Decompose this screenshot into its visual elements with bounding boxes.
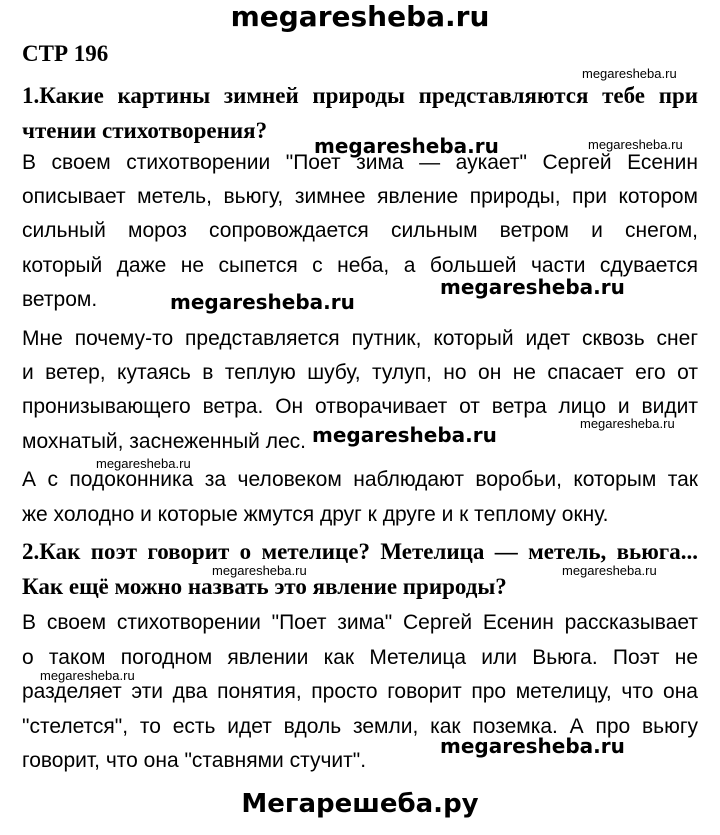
answer-1-line-2: описывает метель, вьюгу, зимнее явление природы, при котором [22,185,698,208]
answer-1-line-4: который даже не сыпется с неба, а большей части сдувается [22,254,698,277]
answer-1-line-3: сильный мороз сопровождается сильным ветром и снегом, [22,219,698,242]
watermark-small: megaresheba.ru [212,563,307,578]
answer-1-line-10: А с подоконника за человеком наблюдают воробьи, которым так [22,468,698,491]
watermark-large: megaresheba.ru [170,290,355,314]
answer-1-line-6: Мне почему-то представляется путник, который идет сквозь снег [22,327,698,350]
answer-1-line-5: ветром. [22,288,98,311]
answer-1-line-1: В своем стихотворении "Поет зима — аукает" Сергей Есенин [22,151,698,174]
question-1-line-1: 1.Какие картины зимней природы представляются тебе при [22,83,698,108]
answer-2-line-3: разделяет эти два понятия, просто говорит про метелицу, что она [22,680,698,703]
watermark-small: megaresheba.ru [582,66,677,81]
watermark-small: megaresheba.ru [40,668,135,683]
answer-2-line-5: говорит, что она "ставнями стучит". [22,749,367,772]
answer-1-line-7: и ветер, кутаясь в теплую шубу, тулуп, но он не спасает его от [22,361,698,384]
answer-1-line-8: пронизывающего ветра. Он отворачивает от ветра лицо и видит [22,395,698,418]
watermark-large: megaresheba.ru [440,275,625,299]
watermark-small: megaresheba.ru [580,416,675,431]
question-2-line-2: Как ещё можно назвать это явление природы? [22,574,507,599]
page-heading: СТР 196 [22,41,109,66]
answer-1-line-11: же холодно и которые жмутся друг к друге и к теплому окну. [22,503,609,526]
answer-1-line-9: мохнатый, заснеженный лес. [22,430,307,453]
watermark-large: megaresheba.ru [314,134,499,158]
site-header: megaresheba.ru [230,0,490,33]
answer-2-line-1: В своем стихотворении "Поет зима" Сергей Есенин рассказывает [22,611,698,634]
question-2-line-1: 2.Как поэт говорит о метелице? Метелица — метель, вьюга... [22,539,698,564]
watermark-small: megaresheba.ru [588,137,683,152]
watermark-small: megaresheba.ru [562,563,657,578]
site-footer: Мегарешеба.ру [241,789,479,819]
question-1-line-2: чтении стихотворения? [22,118,268,143]
watermark-small: megaresheba.ru [96,456,191,471]
answer-2-line-4: "стелется", то есть идет вдоль земли, как поземка. А про вьюгу [22,715,698,738]
watermark-large: megaresheba.ru [440,734,625,758]
watermark-large: megaresheba.ru [312,423,497,447]
answer-2-line-2: о таком погодном явлении как Метелица или Вьюга. Поэт не [22,646,698,669]
